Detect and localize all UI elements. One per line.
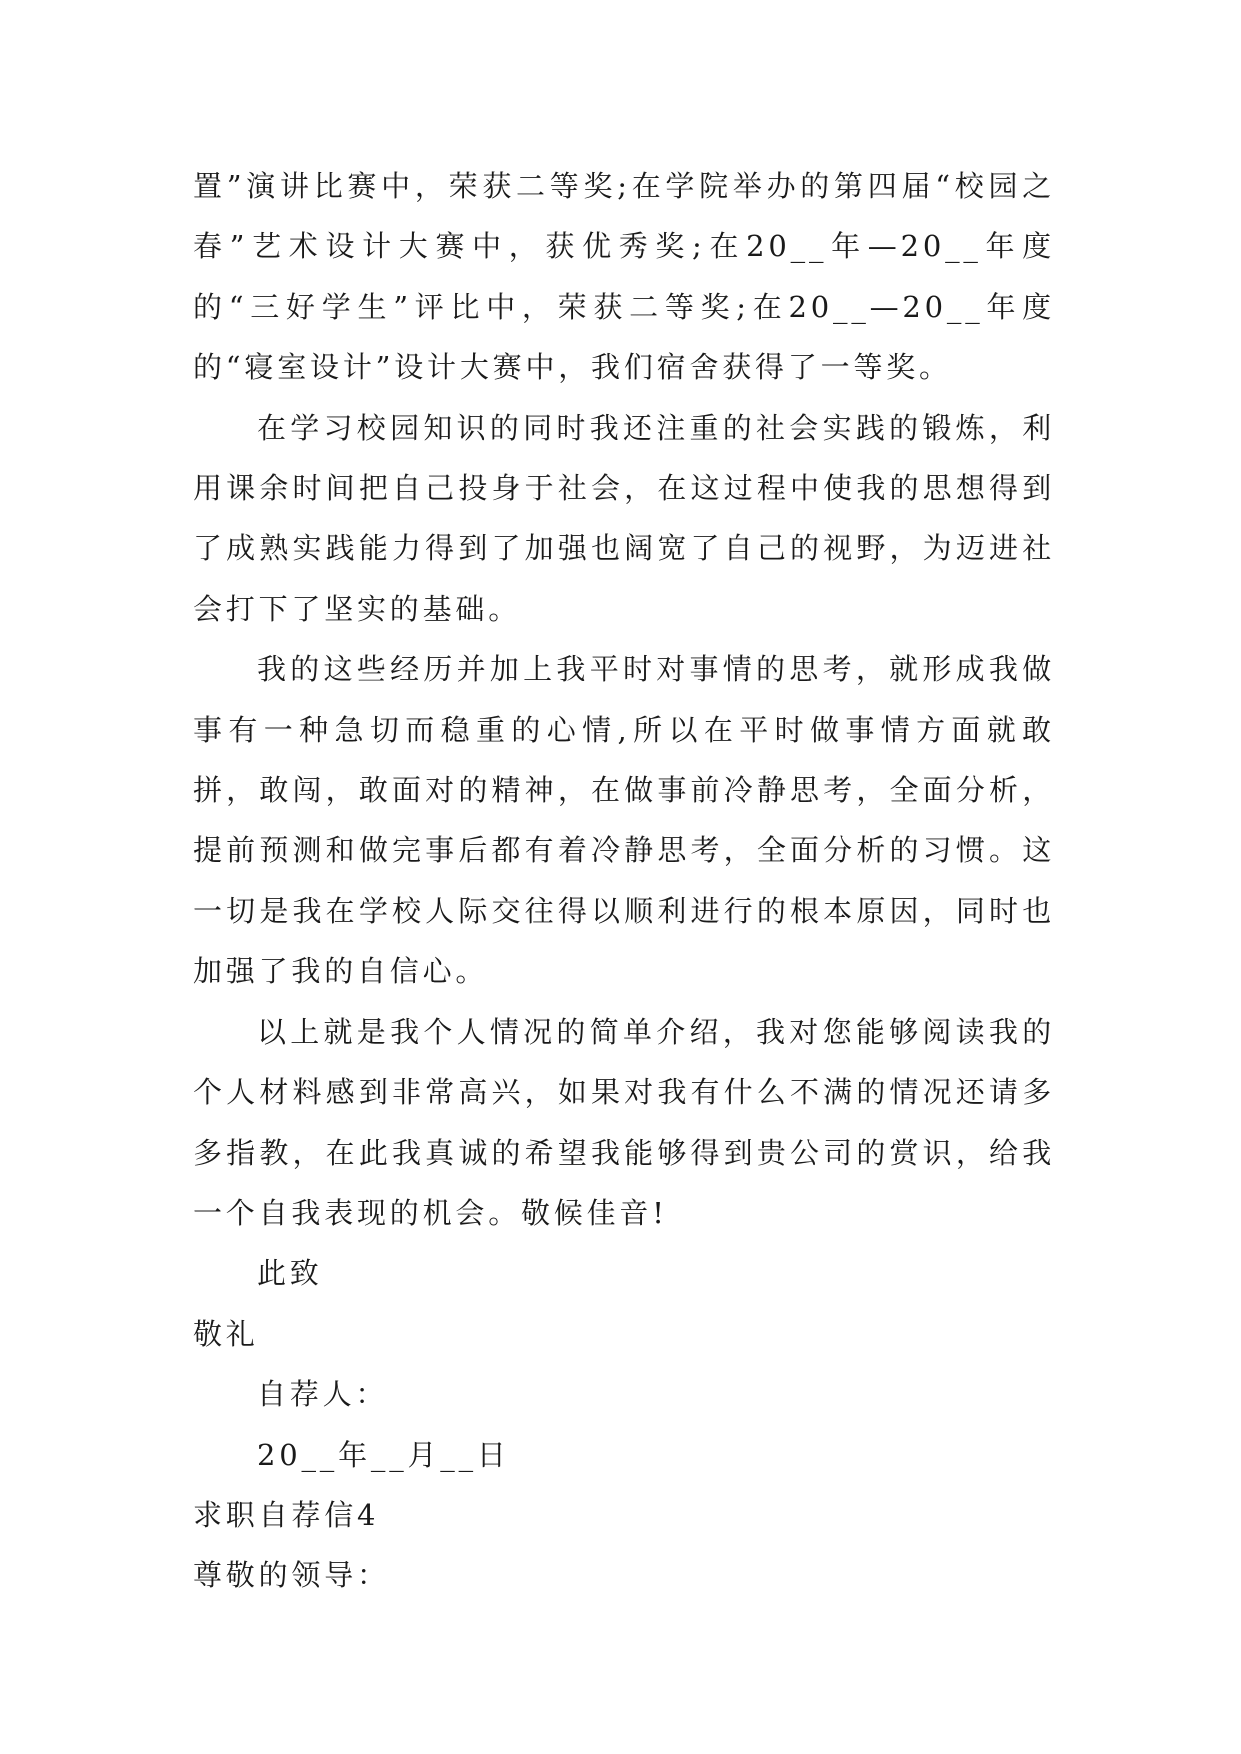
letter-body bbox=[193, 156, 1055, 1606]
date-line: 20__年__月__日 bbox=[257, 1437, 510, 1472]
paragraph-conclusion: 以上就是我个人情况的简单介绍，我对您能够阅读我的个人材料感到非常高兴，如果对我有什么不满的情况还请多多指教，在此我真诚的希望我能够得到贵公司的赏识，给我一个自我表现的机会。敬候佳音! bbox=[193, 1014, 1055, 1230]
next-letter-title: 求职自荐信4 bbox=[193, 1497, 380, 1532]
paragraph-social-practice: 在学习校园知识的同时我还注重的社会实践的锻炼，利用课余时间把自己投身于社会，在这过程中使我的思想得到了成熟实践能力得到了加强也阔宽了自己的视野，为迈进社会打下了坚实的基础。 bbox=[193, 410, 1055, 626]
closing-text: 此致 bbox=[257, 1256, 323, 1291]
paragraph-awards: 置”演讲比赛中，荣获二等奖;在学院举办的第四届“校园之春”艺术设计大赛中，获优秀奖;在20__年—20__年度的“三好学生”评比中，荣获二等奖;在20__—20__年度的“寝室设计”设计大赛中，我们宿舍获得了一等奖。 bbox=[193, 169, 1055, 385]
next-letter-greeting: 尊敬的领导： bbox=[193, 1558, 390, 1593]
paragraph-experience: 我的这些经历并加上我平时对事情的思考，就形成我做事有一种急切而稳重的心情,所以在平时做事情方面就敢拼，敢闯，敢面对的精神，在做事前冷静思考，全面分析，提前预测和做完事后都有着冷静思考，全面分析的习惯。这一切是我在学校人际交往得以顺利进行的根本原因，同时也加强了我的自信心。 bbox=[193, 652, 1055, 989]
signer-label: 自荐人： bbox=[257, 1377, 389, 1412]
salute-text: 敬礼 bbox=[193, 1316, 259, 1351]
